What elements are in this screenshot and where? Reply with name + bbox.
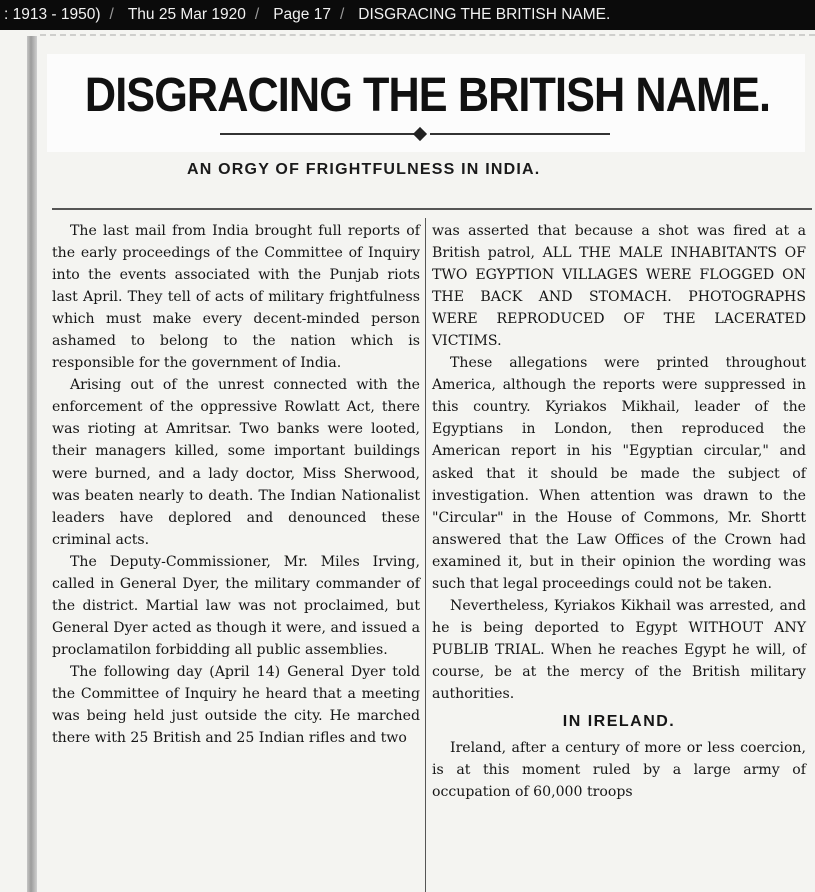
article-headline: DISGRACING THE BRITISH NAME. (84, 69, 771, 122)
ornamental-rule (430, 133, 610, 135)
article-subheadline: AN ORGY OF FRIGHTFULNESS IN INDIA. (187, 161, 541, 178)
paragraph: Arising out of the unrest connected with the enforcement of the oppressive Rowlatt Act, there was rioting at Amritsar. Two banks were looted, their managers killed, some important buildings were burned, and a lady doctor, Miss Sherwood, was beaten nearly to death. The Indian Nationalist leaders have deplored and denounced these criminal acts. (52, 377, 420, 548)
scan-noise (40, 34, 815, 46)
paragraph: The Deputy-Commissioner, Mr. Miles Irving, called in General Dyer, the military commander of the district. Martial law was not proclaimed, but General Dyer acted as though it were, and issued a proclamatilon forbidding all public assemblies. (52, 553, 420, 658)
paragraph: The following day (April 14) General Dyer told the Committee of Inquiry he heard that a meeting was being held just outside the city. He marched there with 25 British and 25 Indian rifles and two (52, 663, 420, 747)
article-column-1 (52, 220, 420, 749)
breadcrumb-separator: / (109, 6, 114, 23)
breadcrumb-separator: / (339, 6, 345, 23)
breadcrumb-range[interactable]: : 1913 - 1950) (4, 6, 101, 23)
section-divider (52, 208, 812, 210)
paragraph: Ireland, after a century of more or less coercion, is at this moment ruled by a large army of occupation of 60,000 troops (432, 740, 806, 801)
section-heading: IN IRELAND. (562, 713, 676, 731)
column-divider (425, 218, 426, 892)
column-border (27, 36, 37, 892)
breadcrumb-separator: / (254, 6, 260, 23)
breadcrumb (0, 0, 815, 30)
breadcrumb-article: DISGRACING THE BRITISH NAME. (358, 6, 611, 23)
breadcrumb-page[interactable]: Page 17 (273, 6, 331, 23)
paragraph: was asserted that because a shot was fired at a British patrol, ALL THE MALE INHABITANTS OF TWO EGYPTION VILLAGES WERE FLOGGED ON THE BACK AND STOMACH. PHOTOGRAPHS WERE REPRODUCED OF THE LACERATED VICTIMS. (432, 223, 806, 350)
breadcrumb-date[interactable]: Thu 25 Mar 1920 (127, 6, 246, 23)
paragraph: The last mail from India brought full reports of the early proceedings of the Committee of Inquiry into the events associated with the Punjab riots last April. They tell of acts of military frightfulness which must make every decent-minded person ashamed to belong to the nation which is responsible for the government of India. (52, 223, 420, 372)
paragraph: Nevertheless, Kyriakos Kikhail was arrested, and he is being deported to Egypt WITHOUT ANY PUBLIB TRIAL. When he reaches Egypt he will, of course, be at the mercy of the British military authorities. (432, 597, 806, 702)
newspaper-scan (0, 30, 815, 892)
paragraph: These allegations were printed throughout America, although the reports were suppressed in this country. Kyriakos Mikhail, leader of the Egyptians in London, then reproduced the American report in his "Egyptian circular," and asked that it should be made the subject of investigation. When attention was drawn to the "Circular" in the House of Commons, Mr. Shortt answered that the Law Offices of the Crown had examined it, but in their opinion the wording was such that legal proceedings could not be taken. (432, 355, 806, 592)
article-column-2 (432, 220, 806, 803)
ornamental-rule (220, 133, 420, 135)
headline-region (47, 54, 805, 152)
